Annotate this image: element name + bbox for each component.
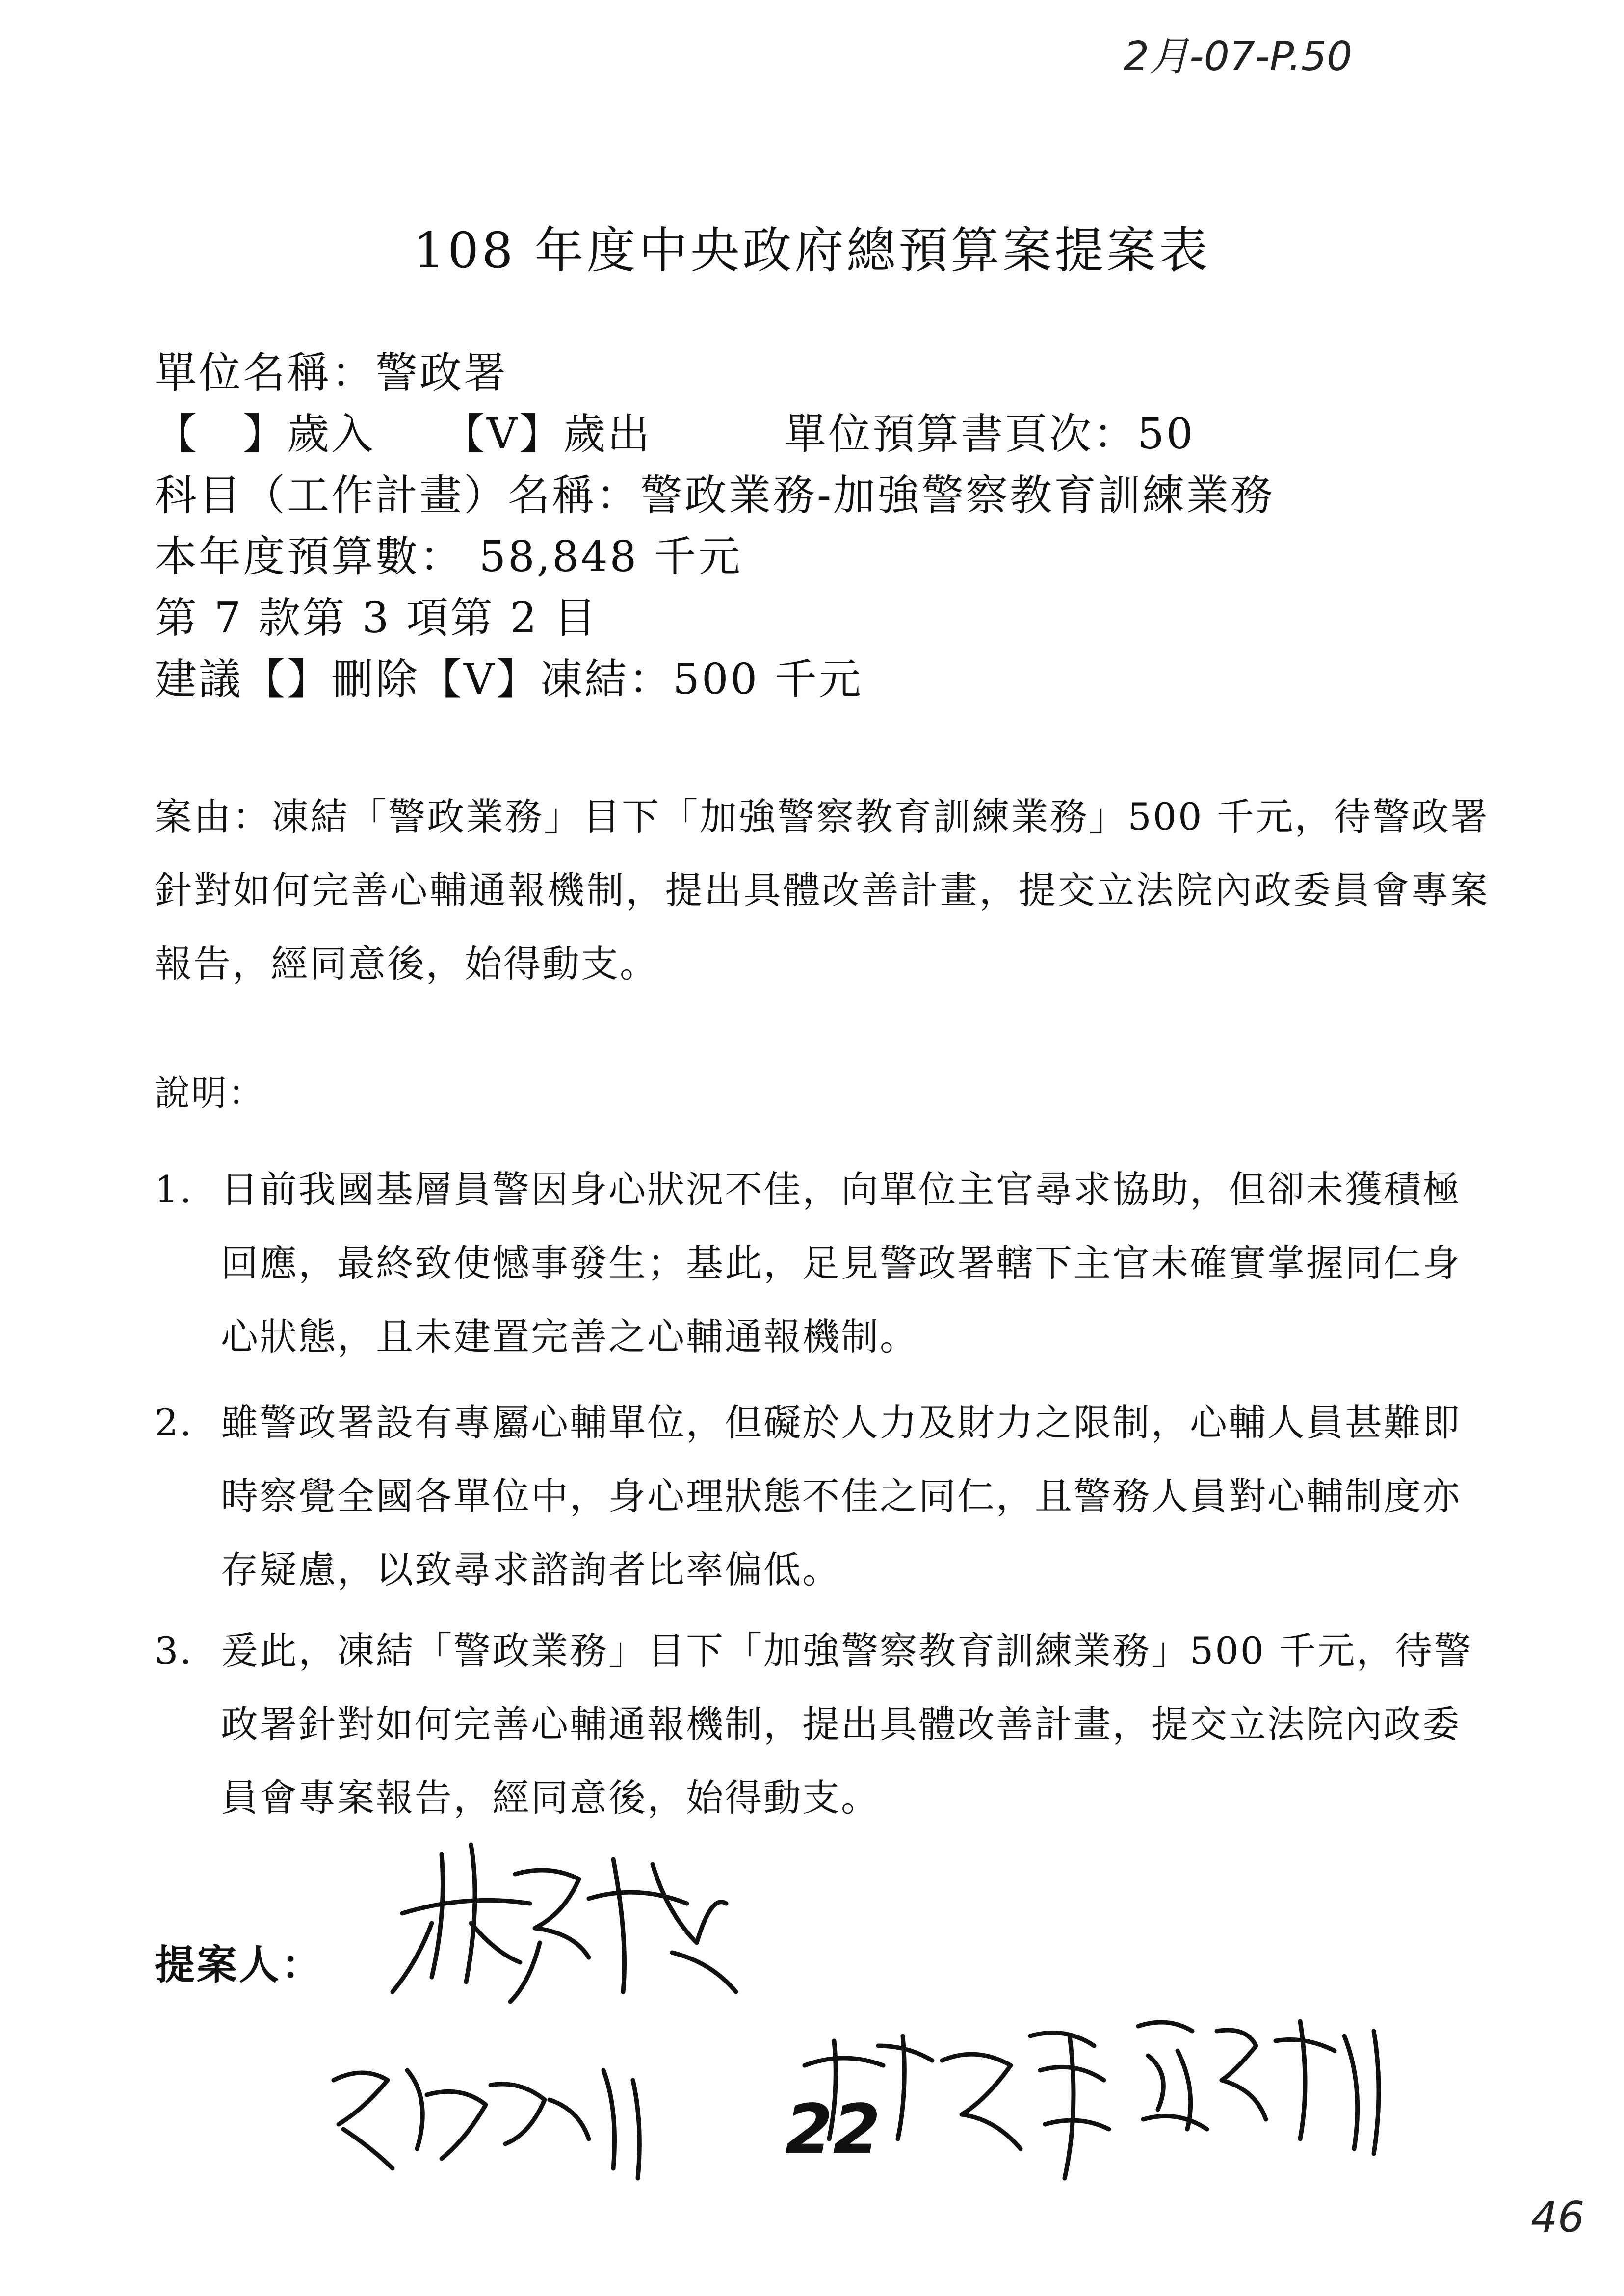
revenue-expenditure-line: 【 】歲入 【V】歲出 單位預算書頁次：50 [155,410,1195,459]
item-text: 雖警政署設有專屬心輔單位，但礙於人力及財力之限制，心輔人員甚難即時察覺全國各單位中，身心理狀態不佳之同仁，且警務人員對心輔制度亦存疑慮，以致尋求諮詢者比率偏低。 [221,1401,1461,1592]
item-text: 日前我國基層員警因身心狀況不佳，向單位主官尋求協助，但卻未獲積極回應，最終致使憾事發生；基此，足見警政署轄下主官未確實掌握同仁身心狀態，且未建置完善之心輔通報機制。 [221,1168,1461,1358]
case-reason: 案由：凍結「警政業務」目下「加強警察教育訓練業務」500 千元，待警政署針對如何完善心輔通報機制，提出具體改善計畫，提交立法院內政委員會專案報告，經同意後，始得動支。 [155,795,1489,986]
proposal-line: 建議【】刪除【V】凍結：500 千元 [155,655,863,704]
document-title: 108 年度中央政府總預算案提案表 [413,222,1211,279]
subject-name: 科目（工作計畫）名稱：警政業務-加強警察教育訓練業務 [155,471,1275,520]
item-number: 3. [155,1629,193,1672]
explanation-item-2 [155,1386,1499,1607]
signature-count: 22 [785,2090,881,2170]
item-text: 爰此，凍結「警政業務」目下「加強警察教育訓練業務」500 千元，待警政署針對如何完善心輔通報機制，提出具體改善計畫，提交立法院內政委員會專案報告，經同意後，始得動支。 [221,1629,1473,1820]
page-number: 46 [1531,2193,1585,2242]
signature-2 [334,2070,639,2178]
explanation-item-3 [155,1614,1499,1835]
item-code: 第 7 款第 3 項第 2 目 [155,594,599,643]
handwritten-header-note: 2月-07-P.50 [1124,33,1353,80]
explanation-heading: 說明： [155,1072,265,1114]
item-number: 2. [155,1401,193,1444]
unit-name: 單位名稱：警政署 [155,348,508,397]
explanation-item-1 [155,1153,1499,1374]
signature-1 [393,1845,736,2002]
proposer-label: 提案人： [155,1942,324,1988]
signature-4 [1138,2021,1379,2154]
budget-amount: 本年度預算數： 58,848 千元 [155,532,742,581]
item-number: 1. [155,1168,193,1211]
